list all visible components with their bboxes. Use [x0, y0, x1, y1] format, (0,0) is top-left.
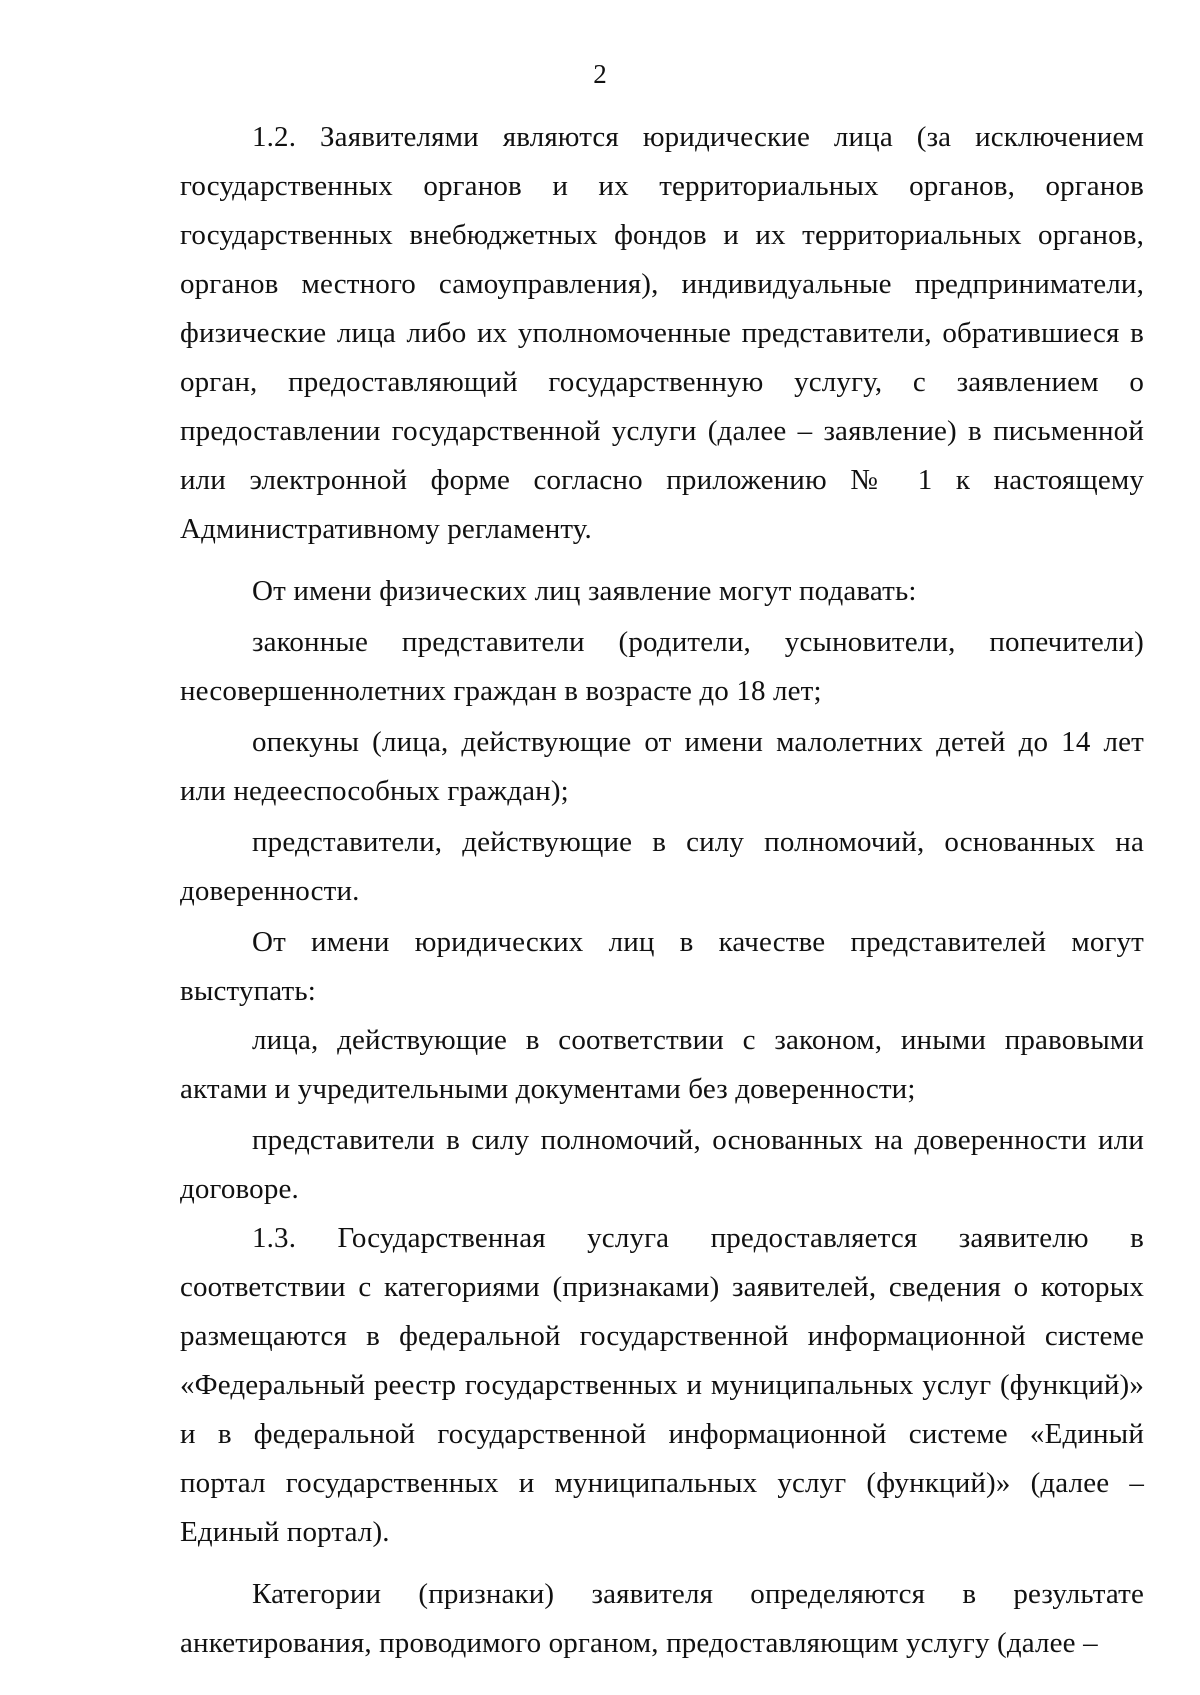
paragraph-legal-entities-heading: От имени юридических лиц в качестве представителей могут выступать:	[180, 926, 1144, 1007]
paragraph-1-3-service-categories: 1.3. Государственная услуга предоставляется заявителю в соответствии с категориями (признаками) заявителей, сведения о которых размещаются в федеральной государственной информационной системе «Федеральный реестр государственных и муниципальных услуг (функций)» и в федеральной государственной информационной системе «Единый портал государственных и муниципальных услуг (функций)» (далее – Единый портал).	[180, 1222, 1144, 1548]
paragraph-legal-representatives: законные представители (родители, усыновители, попечители) несовершеннолетних граждан в возрасте до 18 лет;	[180, 626, 1144, 707]
document-body	[180, 113, 1144, 1668]
paragraph-representatives-by-contract: представители в силу полномочий, основанных на доверенности или договоре.	[180, 1124, 1144, 1205]
paragraph-applicant-categories: Категории (признаки) заявителя определяются в результате анкетирования, проводимого органом, предоставляющим услугу (далее –	[180, 1578, 1144, 1659]
page-number: 2	[593, 59, 607, 89]
paragraph-individuals-heading: От имени физических лиц заявление могут подавать:	[252, 575, 917, 607]
paragraph-persons-acting-by-law: лица, действующие в соответствии с законом, иными правовыми актами и учредительными документами без доверенности;	[180, 1024, 1144, 1105]
paragraph-guardians: опекуны (лица, действующие от имени малолетних детей до 14 лет или недееспособных граждан);	[180, 726, 1144, 807]
paragraph-proxy-representatives: представители, действующие в силу полномочий, основанных на доверенности.	[180, 826, 1144, 907]
paragraph-1-2-applicants: 1.2. Заявителями являются юридические лица (за исключением государственных органов и их территориальных органов, органов государственных внебюджетных фондов и их территориальных органов, органов местного самоуправления), индивидуальные предприниматели, физические лица либо их уполномоченные представители, обратившиеся в орган, предоставляющий государственную услугу, с заявлением о предоставлении государственной услуги (далее – заявление) в письменной или электронной форме согласно приложению № 1 к настоящему Административному регламенту.	[180, 121, 1144, 545]
